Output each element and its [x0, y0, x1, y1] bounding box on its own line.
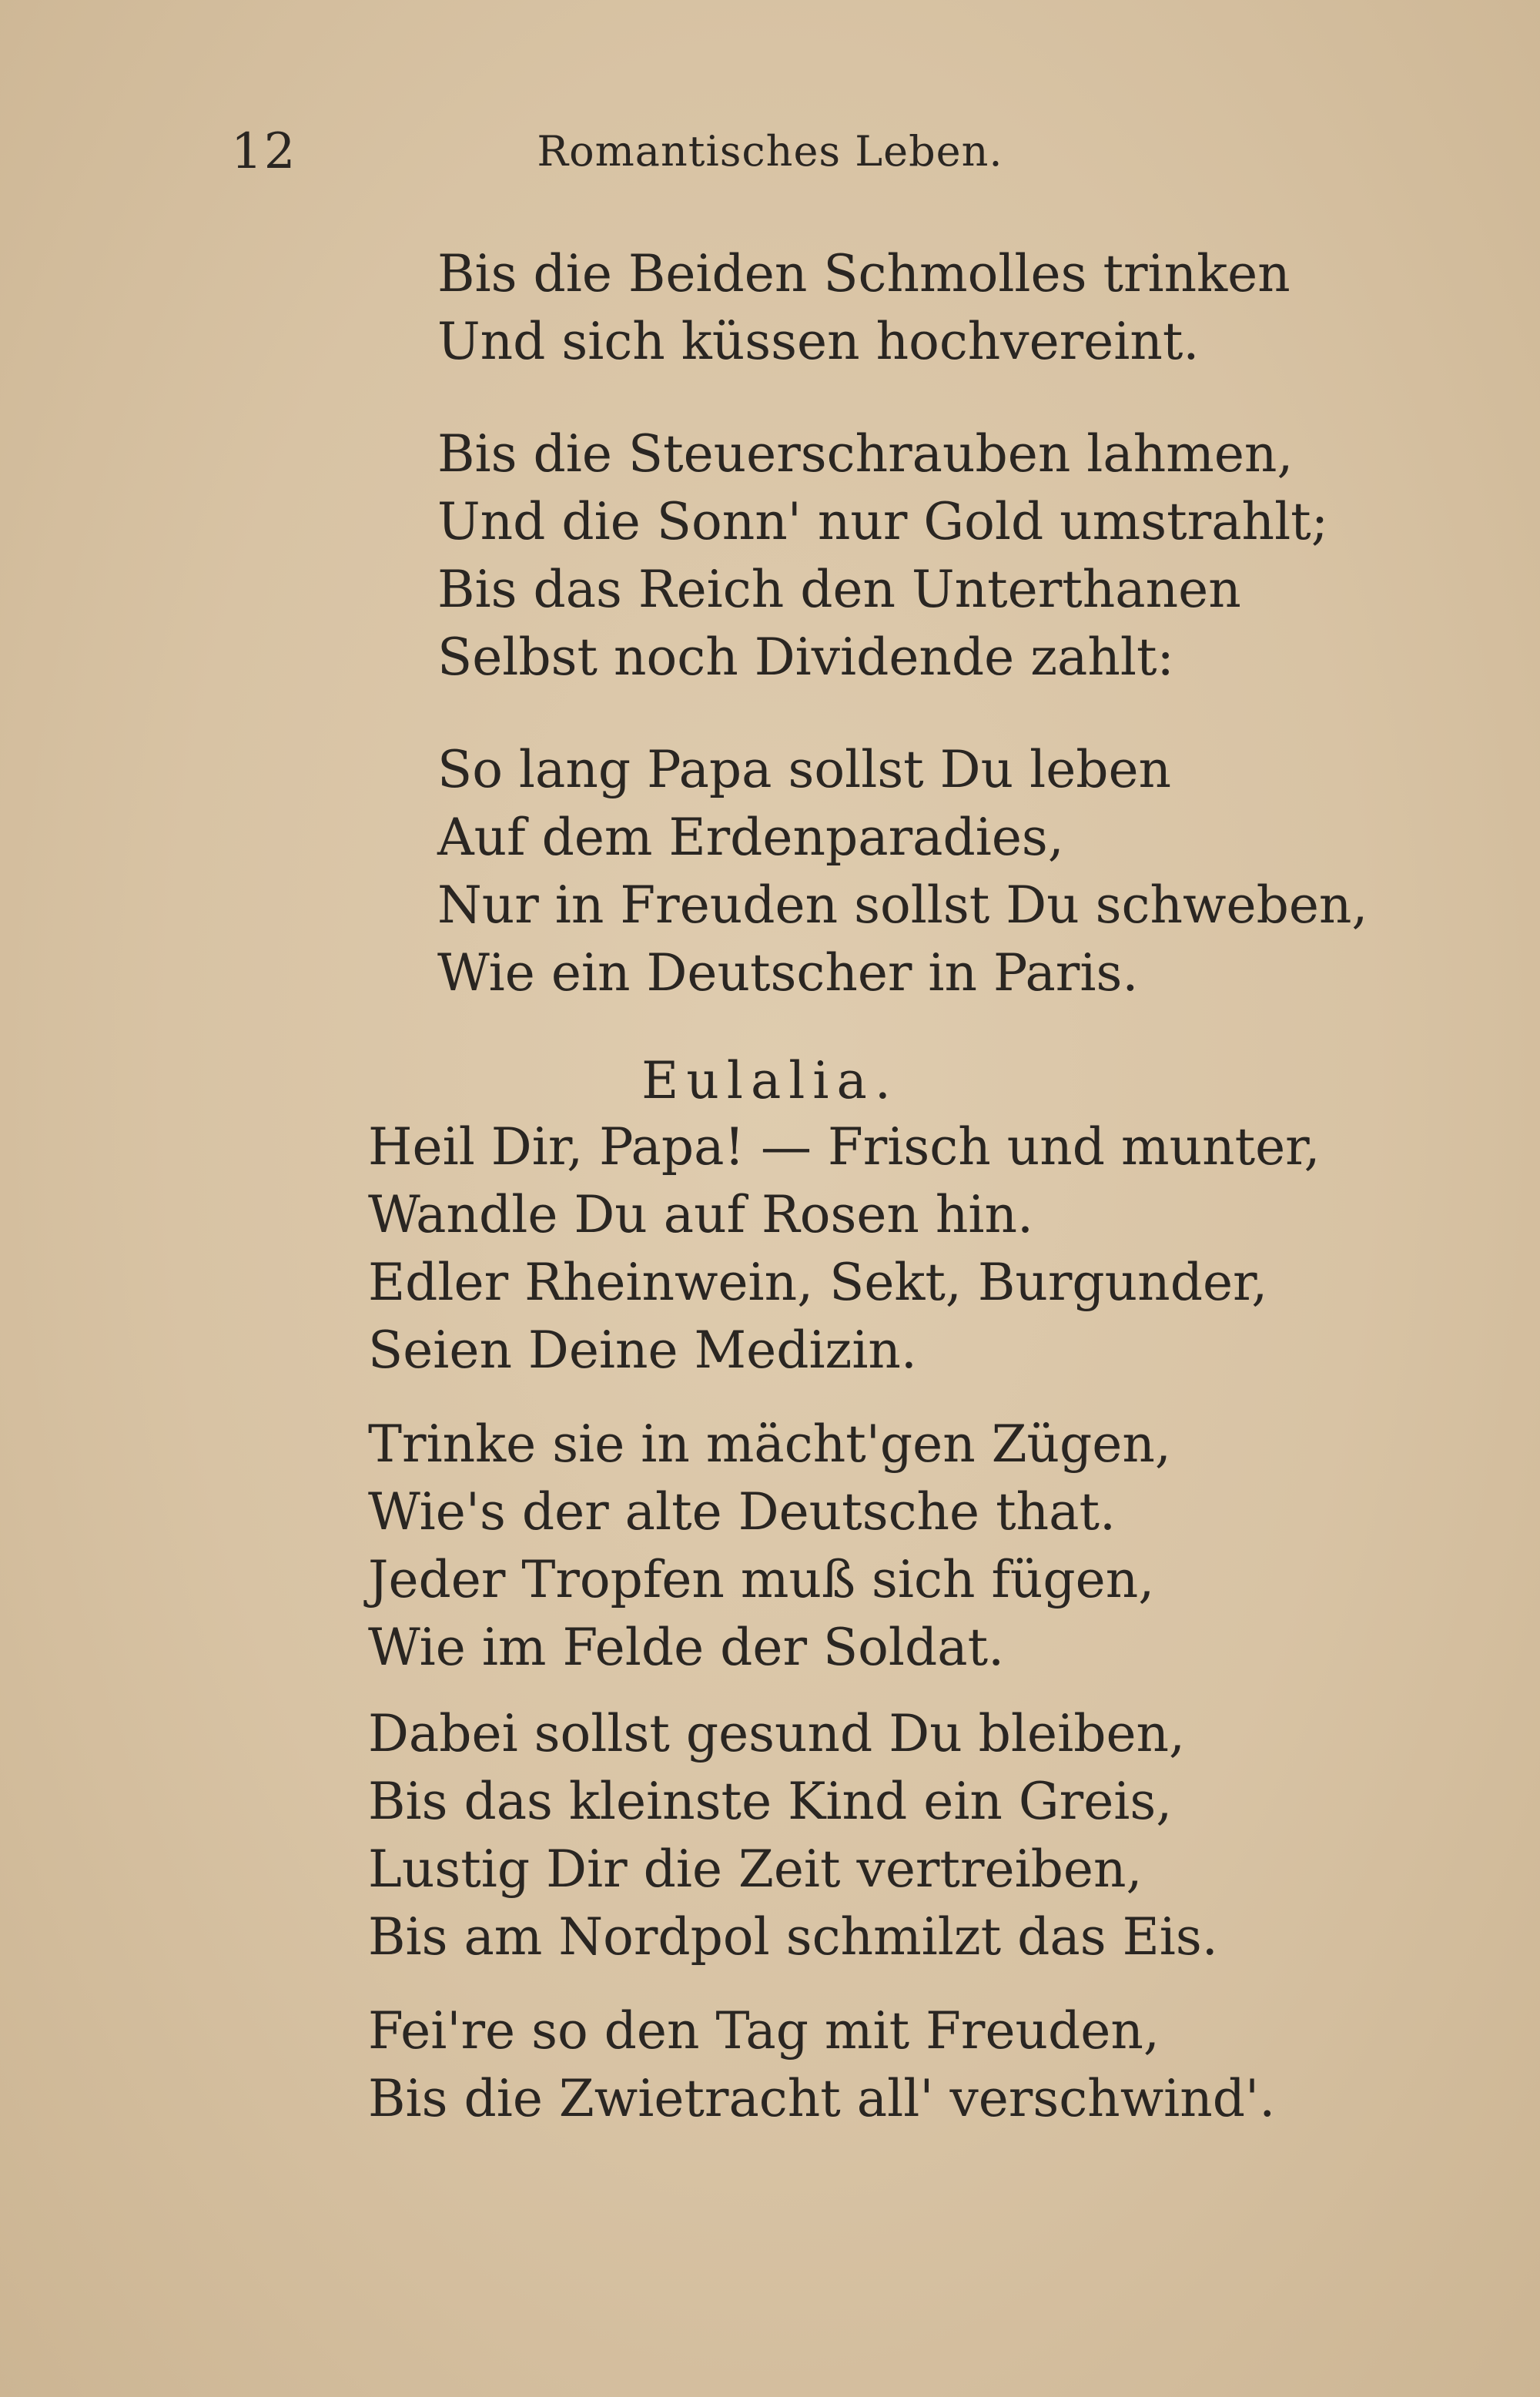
- verse-line: Auf dem Erdenparadies,: [437, 808, 1064, 867]
- stanza-4: [368, 1113, 1320, 1384]
- verse-line: Nur in Freuden sollst Du schweben,: [437, 875, 1368, 935]
- verse-line: Und sich küssen hochvereint.: [437, 312, 1200, 371]
- verse-line: Lustig Dir die Zeit vertreiben,: [368, 1840, 1143, 1899]
- verse-line: Wandle Du auf Rosen hin.: [368, 1185, 1033, 1244]
- verse-line: Bis am Nordpol schmilzt das Eis.: [368, 1907, 1218, 1967]
- verse-line: So lang Papa sollst Du leben: [437, 740, 1172, 799]
- stanza-3: [437, 736, 1368, 1007]
- verse-line: Dabei sollst gesund Du bleiben,: [368, 1704, 1185, 1763]
- verse-line: Wie im Felde der Soldat.: [368, 1618, 1005, 1677]
- stanza-1: [437, 240, 1291, 376]
- stanza-7: [368, 1997, 1275, 2133]
- speaker-name: Eulalia.: [641, 1051, 899, 1110]
- verse-line: Bis die Zwietracht all' verschwind'.: [368, 2069, 1276, 2128]
- verse-line: Selbst noch Dividende zahlt:: [437, 628, 1174, 687]
- running-title: Romantisches Leben.: [537, 127, 1003, 176]
- page-number: 12: [231, 123, 297, 180]
- verse-line: Bis das kleinste Kind ein Greis,: [368, 1772, 1173, 1831]
- verse-line: Trinke sie in mächt'gen Zügen,: [368, 1414, 1171, 1474]
- verse-line: Bis das Reich den Unterthanen: [437, 560, 1241, 619]
- stanza-6: [368, 1700, 1218, 1971]
- verse-line: Fei're so den Tag mit Freuden,: [368, 2001, 1160, 2061]
- verse-line: Heil Dir, Papa! — Frisch und munter,: [368, 1117, 1321, 1177]
- verse-line: Und die Sonn' nur Gold umstrahlt;: [437, 492, 1328, 551]
- verse-line: Seien Deine Medizin.: [368, 1321, 917, 1380]
- verse-line: Wie ein Deutscher in Paris.: [437, 943, 1139, 1003]
- verse-line: Wie's der alte Deutsche that.: [368, 1482, 1116, 1542]
- stanza-2: [437, 420, 1328, 691]
- verse-line: Jeder Tropfen muß sich fügen,: [368, 1550, 1155, 1609]
- verse-line: Edler Rheinwein, Sekt, Burgunder,: [368, 1253, 1268, 1312]
- stanza-5: [368, 1411, 1171, 1682]
- verse-line: Bis die Steuerschrauben lahmen,: [437, 424, 1294, 484]
- verse-line: Bis die Beiden Schmolles trinken: [437, 244, 1291, 303]
